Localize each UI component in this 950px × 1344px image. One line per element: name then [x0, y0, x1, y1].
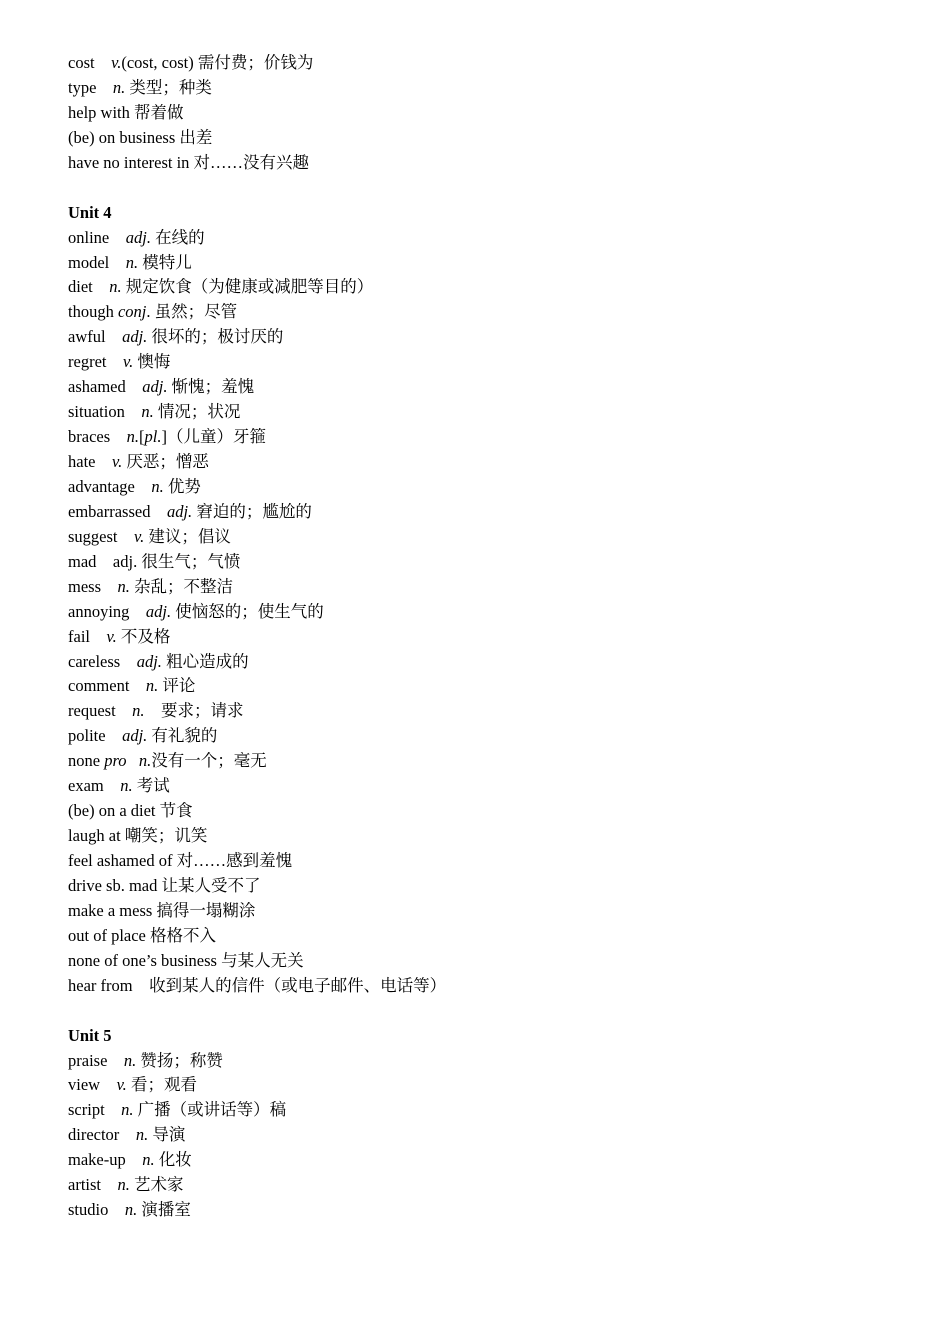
part-of-speech: v. [111, 452, 123, 471]
entry-text: . 虽然；尽管 [146, 302, 238, 322]
entry-text: help with 帮着做 [68, 102, 184, 122]
entry-text: 懊悔 [133, 352, 171, 372]
section-spacer [68, 176, 910, 201]
entry-text: suggest [68, 526, 134, 546]
vocab-entry [68, 275, 910, 300]
entry-text: embarrassed [68, 501, 167, 521]
vocab-entry [68, 1173, 910, 1198]
vocab-section [68, 201, 910, 999]
part-of-speech: adj. [136, 651, 162, 671]
entry-text: mess [68, 576, 118, 596]
entry-text: (cost, cost) 需付费；价钱为 [121, 53, 314, 72]
entry-text: type [68, 77, 113, 97]
entry-text: online [68, 227, 126, 247]
entry-text: none of one’s business 与某人无关 [68, 950, 304, 970]
vocab-entry [68, 101, 910, 126]
entry-text: diet [68, 277, 110, 297]
entry-text: 类型；种类 [125, 77, 212, 97]
vocab-entry [68, 824, 910, 849]
entry-text: 考试 [132, 776, 170, 796]
entry-text: hear from 收到某人的信件（或电子邮件、电话等） [68, 975, 447, 995]
part-of-speech: n. [112, 77, 126, 97]
entry-text: 赞扬；称赞 [136, 1050, 223, 1070]
entry-text: cost [68, 53, 112, 72]
vocab-entry [68, 600, 910, 625]
entry-text: 演播室 [137, 1200, 191, 1220]
entry-text: 要求；请求 [144, 701, 244, 721]
entry-text: 情况；状况 [153, 402, 241, 422]
part-of-speech: v. [106, 626, 117, 646]
entry-text: [ [139, 427, 145, 447]
entry-text: awful [68, 327, 123, 347]
entry-text: 有礼貌的 [147, 726, 218, 746]
entry-text: braces [68, 427, 127, 447]
entry-text: 不及格 [116, 626, 171, 646]
vocab-entry [68, 425, 910, 450]
vocab-section [68, 51, 910, 176]
vocab-entry [68, 1073, 910, 1098]
vocab-entry [68, 500, 910, 525]
part-of-speech: adj. [125, 227, 151, 247]
unit-heading: Unit 4 [68, 202, 112, 222]
vocab-entry [68, 325, 910, 350]
entry-text: 在线的 [150, 227, 205, 247]
entry-text: ]（儿童）牙箍 [161, 427, 266, 447]
vocab-entry [68, 350, 910, 375]
entry-text: 评论 [158, 676, 196, 696]
vocab-entry [68, 899, 910, 924]
entry-text: 建议；倡议 [144, 526, 231, 546]
vocab-entry [68, 650, 910, 675]
part-of-speech: n. [117, 576, 130, 596]
part-of-speech: n. [121, 1100, 134, 1120]
entry-text: 模特儿 [138, 252, 192, 272]
part-of-speech: n. [138, 751, 152, 771]
entry-text: ashamed [68, 377, 143, 397]
vocab-entry [68, 126, 910, 151]
vocab-entry [68, 1198, 910, 1223]
part-of-speech: pro [104, 751, 127, 771]
vocab-entry [68, 774, 910, 799]
entry-text: praise [68, 1050, 124, 1070]
entry-text: situation [68, 402, 142, 422]
entry-text: polite [68, 726, 123, 746]
entry-text: 优势 [163, 476, 201, 496]
vocab-entry [68, 749, 910, 774]
entry-text: out of place 格格不入 [68, 925, 217, 945]
entry-text: feel ashamed of 对……感到羞愧 [68, 851, 293, 870]
entry-text: 化妆 [154, 1150, 192, 1170]
entry-text: 粗心造成的 [161, 651, 249, 671]
part-of-speech: adj. [166, 501, 193, 521]
entry-text: 使恼怒的；使生气的 [171, 601, 324, 621]
entry-text: 很坏的；极讨厌的 [147, 327, 284, 347]
entry-text: exam [68, 776, 121, 796]
entry-text: make-up [68, 1150, 143, 1170]
entry-text: 看；观看 [126, 1075, 197, 1095]
vocab-entry [68, 525, 910, 550]
entry-text: model [68, 252, 126, 272]
entry-text: though [68, 302, 118, 322]
entry-text: 窘迫的；尴尬的 [192, 501, 312, 521]
part-of-speech: conj [117, 302, 147, 322]
part-of-speech: n. [120, 776, 133, 796]
vocab-entry [68, 226, 910, 251]
vocab-entry [68, 1049, 910, 1074]
vocabulary-document [68, 51, 910, 1223]
vocab-entry [68, 550, 910, 575]
part-of-speech: adj. [142, 377, 168, 397]
entry-text: (be) on a diet 节食 [68, 801, 193, 821]
entry-text: 没有一个；毫无 [151, 751, 267, 771]
part-of-speech: n. [124, 1200, 138, 1220]
part-of-speech: n. [126, 427, 140, 447]
vocab-entry [68, 674, 910, 699]
entry-text: careless [68, 651, 137, 671]
vocab-entry [68, 151, 910, 176]
entry-text [127, 751, 139, 770]
vocab-entry [68, 300, 910, 325]
vocab-entry [68, 924, 910, 949]
entry-text: none [68, 751, 105, 771]
vocab-entry [68, 400, 910, 425]
part-of-speech: n. [135, 1125, 149, 1145]
entry-text: 广播（或讲话等）稿 [133, 1100, 287, 1120]
entry-text: drive sb. mad 让某人受不了 [68, 875, 261, 895]
part-of-speech: v. [116, 1075, 127, 1095]
part-of-speech: v. [134, 526, 145, 546]
entry-text: 艺术家 [129, 1175, 184, 1195]
entry-text: 惭愧；羞愧 [167, 377, 255, 397]
entry-text: annoying [68, 601, 146, 621]
vocab-entry [68, 450, 910, 475]
entry-text: regret [68, 352, 123, 372]
entry-text: 杂乱；不整洁 [129, 576, 233, 596]
part-of-speech: n. [142, 1150, 155, 1170]
vocab-entry [68, 76, 910, 101]
entry-text: laugh at 嘲笑；讥笑 [68, 826, 208, 846]
entry-text: make a mess 搞得一塌糊涂 [68, 900, 256, 920]
vocab-entry [68, 1123, 910, 1148]
entry-text: script [68, 1100, 122, 1120]
vocab-entry [68, 874, 910, 899]
part-of-speech: adj. [122, 327, 148, 347]
part-of-speech: n. [117, 1175, 130, 1195]
vocab-entry [68, 475, 910, 500]
part-of-speech: n. [145, 676, 159, 696]
vocab-entry [68, 625, 910, 650]
part-of-speech: pl. [144, 427, 162, 447]
section-spacer [68, 999, 910, 1024]
part-of-speech: n. [141, 402, 154, 422]
vocab-entry [68, 51, 910, 76]
entry-text: view [68, 1075, 117, 1095]
entry-text: 导演 [148, 1125, 186, 1145]
entry-text: 规定饮食（为健康或减肥等目的） [121, 277, 374, 297]
part-of-speech: n. [125, 252, 139, 272]
vocab-entry [68, 949, 910, 974]
entry-text: comment [68, 676, 146, 696]
entry-text: artist [68, 1175, 118, 1195]
part-of-speech: n. [123, 1050, 137, 1070]
entry-text: hate [68, 452, 112, 471]
part-of-speech: n. [109, 277, 122, 297]
vocab-entry [68, 1148, 910, 1173]
entry-text: fail [68, 626, 107, 646]
vocab-entry [68, 799, 910, 824]
vocab-entry [68, 849, 910, 874]
part-of-speech: n. [151, 476, 164, 496]
entry-text: (be) on business 出差 [68, 127, 213, 147]
vocab-entry [68, 724, 910, 749]
part-of-speech: adj. [145, 601, 172, 621]
entry-text: mad adj. 很生气；气愤 [68, 551, 241, 571]
part-of-speech: n. [132, 701, 145, 721]
vocab-entry [68, 251, 910, 276]
part-of-speech: v. [122, 352, 134, 372]
vocab-entry [68, 1098, 910, 1123]
entry-text: request [68, 701, 133, 721]
entry-text: director [68, 1125, 136, 1145]
vocab-entry [68, 699, 910, 724]
entry-text: 厌恶；憎恶 [122, 452, 209, 471]
entry-text: have no interest in 对……没有兴趣 [68, 152, 310, 172]
vocab-entry [68, 375, 910, 400]
entry-text: advantage [68, 476, 152, 496]
part-of-speech: v. [111, 53, 122, 72]
vocab-entry [68, 974, 910, 999]
part-of-speech: adj. [122, 726, 148, 746]
vocab-entry [68, 575, 910, 600]
vocab-section [68, 1024, 910, 1224]
entry-text: studio [68, 1200, 125, 1220]
unit-heading: Unit 5 [68, 1025, 112, 1045]
